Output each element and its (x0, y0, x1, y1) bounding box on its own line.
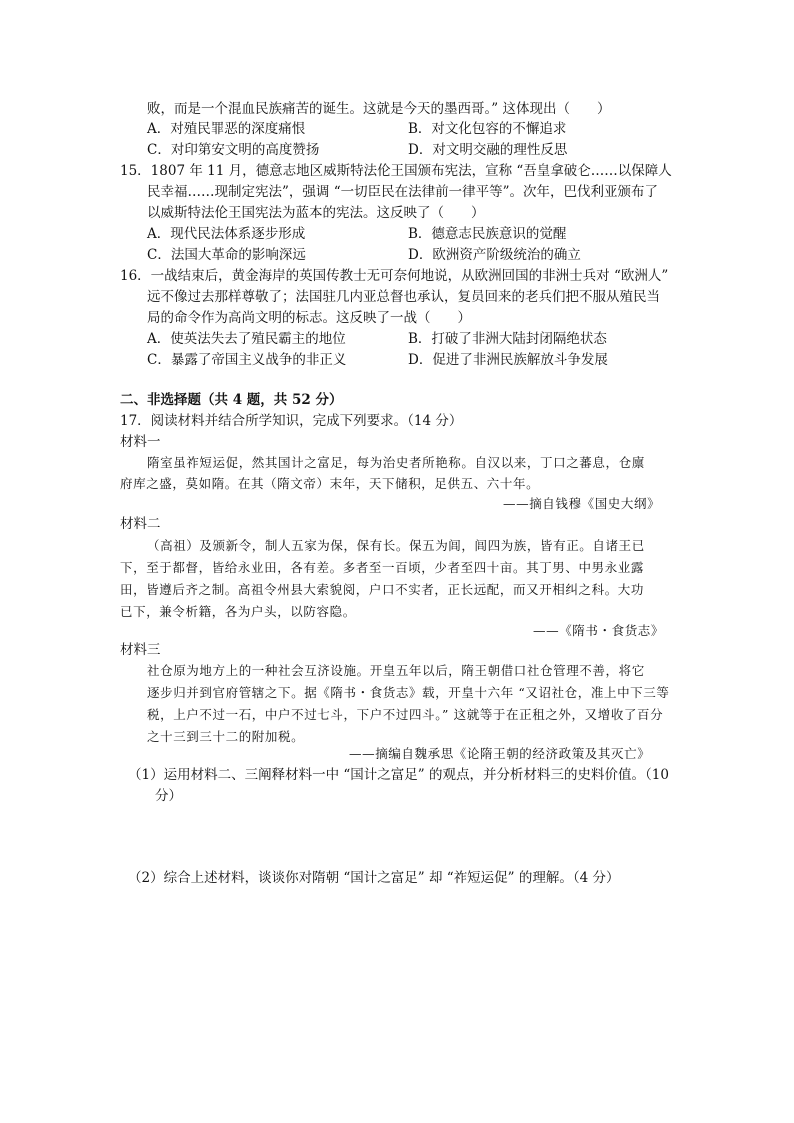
material-one-source: ——摘自钱穆《国史大纲》 (503, 496, 661, 511)
q14-stem-continuation: 败，而是一个混血民族痛苦的诞生。这就是今天的墨西哥。” 这体现出（ ） (147, 101, 611, 117)
material-three-line: 税，上户不过一石，中户不过七斗，下户不过四斗。” 这就等于在正租之外，又增收了百分 (147, 707, 664, 722)
q16-option-d: D．促进了非洲民族解放斗争发展 (408, 352, 608, 368)
q15-option-d: D．欧洲资产阶级统治的确立 (408, 247, 581, 263)
material-one-line: 府库之盛，莫如隋。在其（隋文帝）末年，天下储积，足供五、六十年。 (120, 476, 540, 491)
material-two-title: 材料二 (120, 516, 161, 532)
material-two-line: 下，至于都督，皆给永业田，各有差。多者至一百顷，少者至四十亩。其丁男、中男永业露 (120, 560, 645, 575)
q16-stem-line: 16．一战结束后，黄金海岸的英国传教士无可奈何地说，从欧洲回国的非洲士兵对 “欧洲人” (120, 268, 669, 284)
q16-option-a: A．使英法失去了殖民霸主的地位 (147, 331, 346, 347)
material-three-title: 材料三 (120, 642, 161, 658)
material-two-line: 田，皆遵后齐之制。高祖令州县大索貌阅，户口不实者，正长远配，而又开相纠之科。大功 (120, 582, 645, 597)
material-three-source: ——摘编自魏承思《论隋王朝的经济政策及其灭亡》 (349, 746, 651, 761)
material-two-source: ——《隋书・食货志》 (533, 623, 665, 638)
q16-stem-line: 远不像过去那样尊敬了；法国驻几内亚总督也承认，复员回来的老兵们把不服从殖民当 (147, 289, 660, 305)
q17-sub-question-1: 分） (155, 788, 182, 804)
q15-stem-line: 民幸福……现制定宪法”，强调 “一切臣民在法律前一律平等”。次年，巴伐利亚颁布了 (147, 184, 658, 200)
section-heading: 二、非选择题（共 4 题，共 52 分） (120, 392, 343, 408)
q17-stem: 17．阅读材料并结合所学知识，完成下列要求。（14 分） (120, 413, 463, 429)
material-three-line: 之十三到三十二的附加税。 (147, 729, 305, 744)
q14-option-a: A．对殖民罪恶的深度痛恨 (147, 121, 306, 137)
q17-sub-question-1: （1）运用材料二、三阐释材料一中 “国计之富足” 的观点，并分析材料三的史料价值。（10 (128, 767, 669, 783)
q15-stem-line: 以威斯特法伦王国宪法为蓝本的宪法。这反映了（ ） (147, 205, 485, 221)
material-two-line: 已下，兼令析籍，各为户头，以防容隐。 (120, 604, 356, 619)
q16-option-b: B．打破了非洲大陆封闭隔绝状态 (408, 331, 607, 347)
q14-option-b: B．对文化包容的不懈追求 (408, 121, 567, 137)
q15-option-a: A．现代民法体系逐步形成 (147, 226, 306, 242)
material-one-line: 隋室虽祚短运促，然其国计之富足，每为治史者所艳称。自汉以来，丁口之蕃息，仓廪 (147, 455, 645, 470)
q15-option-b: B．德意志民族意识的觉醒 (408, 226, 567, 242)
q14-option-c: C．对印第安文明的高度赞扬 (147, 142, 320, 158)
q15-option-c: C．法国大革命的影响深远 (147, 247, 306, 263)
q16-option-c: C．暴露了帝国主义战争的非正义 (147, 352, 347, 368)
material-two-line: （高祖）及颁新令，制人五家为保，保有长。保五为闾，闾四为族，皆有正。自诸王已 (147, 538, 645, 553)
q15-stem-line: 15．1807 年 11 月，德意志地区威斯特法伦王国颁布宪法，宣称 “吾皇拿破仑……以保障人 (120, 163, 672, 179)
material-three-line: 社仓原为地方上的一种社会互济设施。开皇五年以后，隋王朝借口社仓管理不善，将它 (147, 663, 645, 678)
q17-sub-question-2: （2）综合上述材料，谈谈你对隋朝 “国计之富足” 却 “祚短运促” 的理解。（4 分） (128, 870, 620, 886)
material-three-line: 逐步归并到官府管辖之下。据《隋书・食货志》载，开皇十六年 “又诏社仓，准上中下三等 (147, 685, 670, 700)
q16-stem-line: 局的命令作为高尚文明的标志。这反映了一战（ ） (147, 310, 471, 326)
material-one-title: 材料一 (120, 434, 161, 450)
q14-option-d: D．对文明交融的理性反思 (408, 142, 568, 158)
